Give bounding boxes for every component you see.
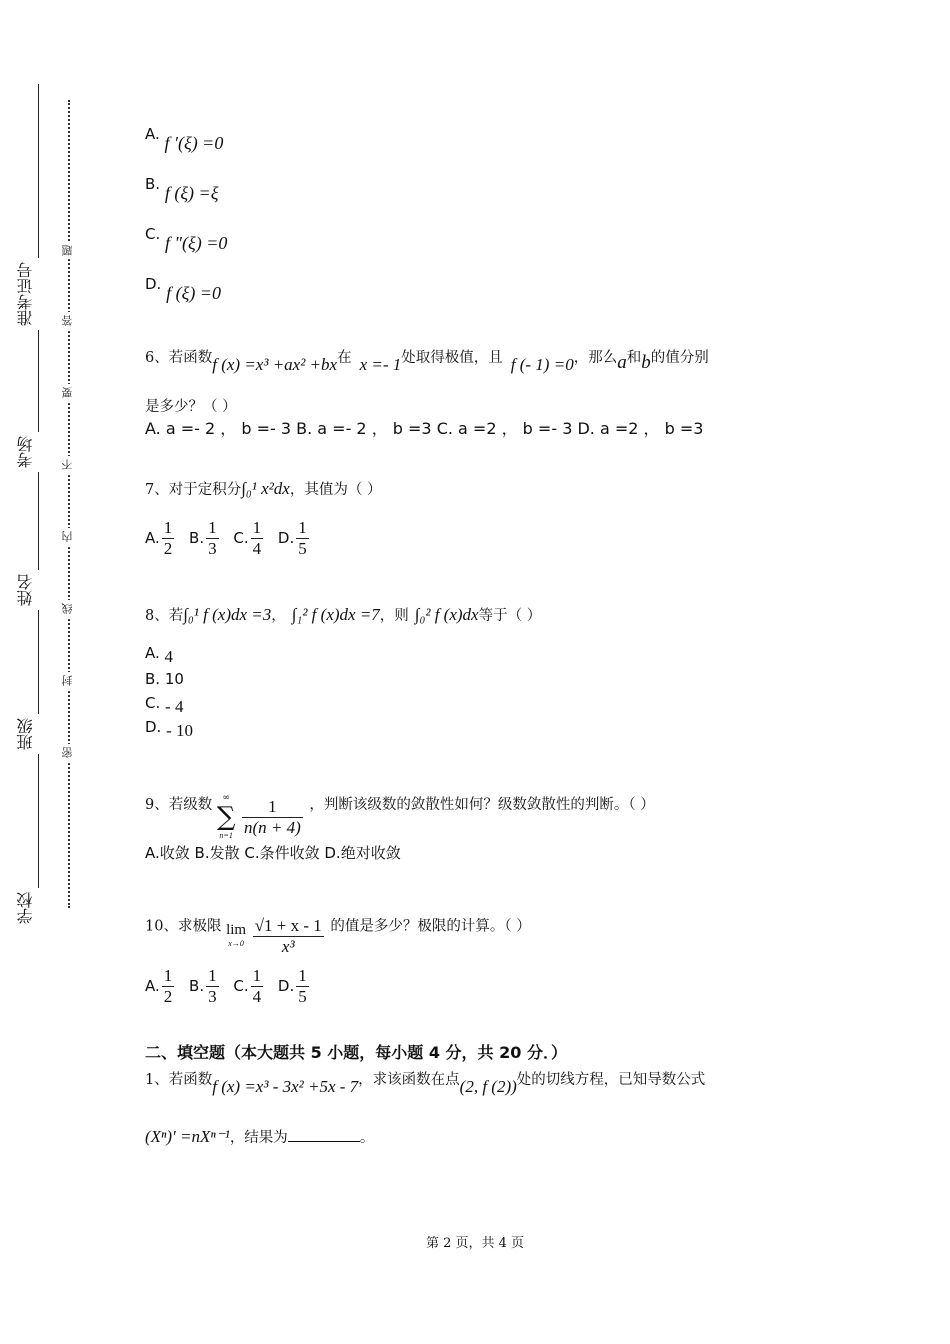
field-exam-number: 准考证号 bbox=[14, 258, 54, 330]
q8-option-c: C. - 4 bbox=[145, 694, 184, 716]
question-7-options: A. $\frac{1}{2}$ B. $\frac{1}{3}$ C. $\frac{1}{4}$ D. $\frac{1}{5}$ bbox=[145, 518, 307, 558]
q8-option-b: B. 10 bbox=[145, 670, 184, 688]
binding-solid-line bbox=[38, 84, 39, 914]
question-6: 6、若函数f (x) =x³ +ax² +bx在 x =- 1处取得极值，且 f (- 1) =0，那么a和b的值分别 bbox=[145, 350, 709, 374]
question-6-options: A. a =- 2 ， b =- 3 B. a =- 2 ， b =3 C. a =2 ， b =- 3 D. a =2 ， b =3 bbox=[145, 419, 704, 438]
section-2-heading: 二、填空题（本大题共 5 小题，每小题 4 分，共 20 分．） bbox=[145, 1043, 567, 1062]
seal-char: 线 bbox=[60, 600, 78, 617]
field-exam-room: 考场 bbox=[14, 432, 54, 472]
fraction: $\frac{1}{5}$ bbox=[298, 518, 307, 558]
q8-option-d: D. - 10 bbox=[145, 718, 194, 740]
question-7: 7、对于定积分∫₀¹ x²dx，其值为（ ） bbox=[145, 479, 382, 498]
question-9-options: A.收敛 B.发散 C.条件收敛 D.绝对收敛 bbox=[145, 844, 401, 862]
fill-question-1-line2: (Xⁿ)′ =nXⁿ⁻¹，结果为 。 bbox=[145, 1127, 375, 1146]
answer-blank[interactable] bbox=[288, 1127, 360, 1142]
sum-sign: ∞ ∑ n=1 bbox=[216, 793, 236, 840]
fraction: $\frac{1}{2}$ bbox=[163, 966, 173, 1006]
limit: lim x→0 bbox=[226, 921, 247, 948]
page-footer: 第 2 页，共 4 页 bbox=[425, 1236, 525, 1251]
fill-question-1: 1、若函数f (x) =x³ - 3x² +5x - 7，求该函数在点(2, f (2))处的切线方程，已知导数公式 bbox=[145, 1072, 706, 1096]
seal-char: 密 bbox=[60, 744, 78, 761]
fraction: $\frac{1}{n(n + 4)}$ bbox=[244, 796, 301, 837]
field-school: 学校 bbox=[14, 888, 54, 928]
fraction: $\frac{1}{3}$ bbox=[208, 966, 217, 1006]
field-class: 班级 bbox=[14, 714, 54, 754]
seal-char: 不 bbox=[60, 456, 78, 473]
field-name: 姓名 bbox=[14, 570, 54, 610]
question-10-options: A. $\frac{1}{2}$ B. $\frac{1}{3}$ C. $\frac{1}{4}$ D. $\frac{1}{5}$ bbox=[145, 966, 307, 1006]
q5-option-c: C. f ″(ξ) =0 bbox=[145, 225, 228, 253]
question-6-line2: 是多少？（ ） bbox=[145, 399, 237, 415]
question-9: 9、若级数 ∞ ∑ n=1 $\frac{1}{n(n + 4)}$ ，判断该级数的敛散性如何？级数敛散性的判断。（ ） bbox=[145, 793, 655, 840]
seal-char: 封 bbox=[60, 672, 78, 689]
seal-char: 答 bbox=[60, 312, 78, 329]
fraction: $\frac{1}{5}$ bbox=[298, 966, 307, 1006]
q5-option-a: A. f ′(ξ) =0 bbox=[145, 125, 224, 153]
q8-option-a: A. 4 bbox=[145, 644, 174, 666]
fraction: $\frac{1}{2}$ bbox=[163, 518, 173, 558]
fraction: $\frac{√1 + x - 1}{\text{x³}}$ bbox=[254, 916, 322, 956]
binding-dotted-line bbox=[68, 100, 70, 908]
fraction: $\frac{1}{4}$ bbox=[252, 966, 262, 1006]
seal-char: 题 bbox=[60, 242, 78, 259]
q5-option-b: B. f (ξ) =ξ bbox=[145, 175, 219, 203]
question-10: 10、求极限 lim x→0 $\frac{√1 + x - 1}{\text{x³}}$ 的值是多少？极限的计算。（ ） bbox=[145, 916, 531, 956]
q5-option-d: D. f (ξ) =0 bbox=[145, 275, 221, 303]
seal-char: 内 bbox=[60, 528, 78, 545]
fraction: $\frac{1}{3}$ bbox=[208, 518, 217, 558]
seal-char: 要 bbox=[60, 384, 78, 401]
question-8: 8、若∫₀¹ f (x)dx =3， ∫₁² f (x)dx =7，则 ∫₀² f (x)dx等于（ ） bbox=[145, 605, 542, 624]
fraction: $\frac{1}{4}$ bbox=[252, 518, 262, 558]
